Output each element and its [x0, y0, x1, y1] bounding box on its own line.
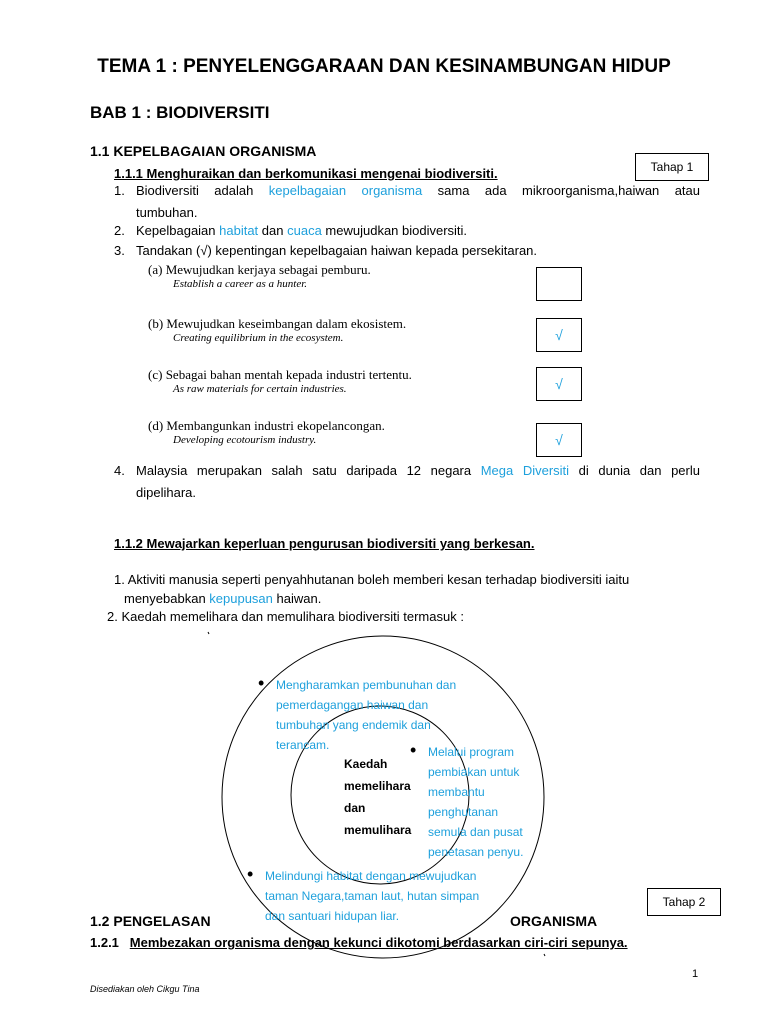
bullet-dot: • — [410, 740, 417, 760]
item-line-cont: tumbuhan. — [136, 205, 198, 220]
checkbox-b[interactable]: √ — [536, 318, 582, 352]
bullet-dot: • — [258, 673, 265, 693]
option-c: (c) Sebagai bahan mentah kepada industri tertentu. As raw materials for certain industries. — [148, 367, 412, 395]
option-d: (d) Membangunkan industri ekopelancongan. Developing ecotourism industry. — [148, 418, 385, 446]
checkbox-c[interactable]: √ — [536, 367, 582, 401]
item-line: Biodiversiti adalah kepelbagaian organisma sama ada mikroorganisma,haiwan atau — [136, 183, 701, 198]
option-b: (b) Mewujudkan keseimbangan dalam ekosistem. Creating equilibrium in the ecosystem. — [148, 316, 407, 344]
bullet-melindungi-habitat: • Melindungi habitat dengan mewujudkan taman Negara,taman laut, hutan simpan dan santuari hidupan liar. — [247, 864, 480, 923]
bullet-dot: • — [247, 864, 254, 884]
list-item-4: 4. Malaysia merupakan salah satu daripada 12 negara Mega Diversiti di dunia dan perlu dipelihara. — [114, 463, 700, 500]
footer-author: Disediakan oleh Cikgu Tina — [90, 984, 200, 994]
item-number: 1. — [114, 183, 125, 198]
highlight-habitat: habitat — [219, 223, 259, 238]
tahap-2-badge: Tahap 2 — [647, 888, 721, 916]
subsection-heading-1-1-1: 1.1.1 Menghuraikan dan berkomunikasi mengenai biodiversiti. — [114, 166, 498, 181]
page-title: TEMA 1 : PENYELENGGARAAN DAN KESINAMBUNGAN HIDUP — [97, 56, 671, 77]
section-heading-1-2-left: 1.2 PENGELASAN — [90, 913, 211, 929]
highlight-cuaca: cuaca — [287, 223, 322, 238]
highlight-term: kepelbagaian organisma — [268, 183, 423, 198]
tahap-1-badge: Tahap 1 — [635, 153, 709, 181]
section-heading-1-1: 1.1 KEPELBAGAIAN ORGANISMA — [90, 143, 317, 159]
list-item-3: 3. Tandakan (√) kepentingan kepelbagaian haiwan kepada persekitaran. — [114, 243, 538, 258]
subsection-heading-1-1-2: 1.1.2 Mewajarkan keperluan pengurusan biodiversiti yang berkesan. — [114, 536, 535, 551]
paragraph-kaedah: 2. Kaedah memelihara dan memulihara biodiversiti termasuk : — [107, 609, 464, 624]
chapter-heading: BAB 1 : BIODIVERSITI — [90, 103, 270, 122]
section-heading-1-2-right: ORGANISMA — [510, 913, 598, 929]
highlight-kepupusan: kepupusan — [209, 591, 273, 606]
highlight-mega-diversiti: Mega Diversiti — [480, 463, 570, 478]
list-item-2: 2. Kepelbagaian habitat dan cuaca mewujudkan biodiversiti. — [114, 223, 468, 238]
bullet-program-pembiakan: • Melalui program pembiakan untuk membantu penghutanan semula dan pusat penetasan penyu. — [410, 740, 524, 859]
checkbox-d[interactable]: √ — [536, 423, 582, 457]
bullet-mengharamkan: • Mengharamkan pembunuhan dan pemerdagangan haiwan dan tumbuhan yang endemik dan terancam. — [258, 673, 457, 752]
option-a: (a) Mewujudkan kerjaya sebagai pemburu. Establish a career as a hunter. — [148, 262, 371, 290]
page-number: 1 — [692, 968, 699, 980]
diagram-center-label: Kaedah memelihara dan memulihara — [344, 757, 412, 837]
subsection-1-2-1: 1.2.1 Membezakan organisma dengan kekunci dikotomi berdasarkan ciri-ciri sepunya. — [90, 935, 628, 950]
paragraph-aktiviti: 1. Aktiviti manusia seperti penyahhutanan boleh memberi kesan terhadap biodiversiti iaitu menyebabkan kepupusan haiwan. — [114, 572, 630, 606]
